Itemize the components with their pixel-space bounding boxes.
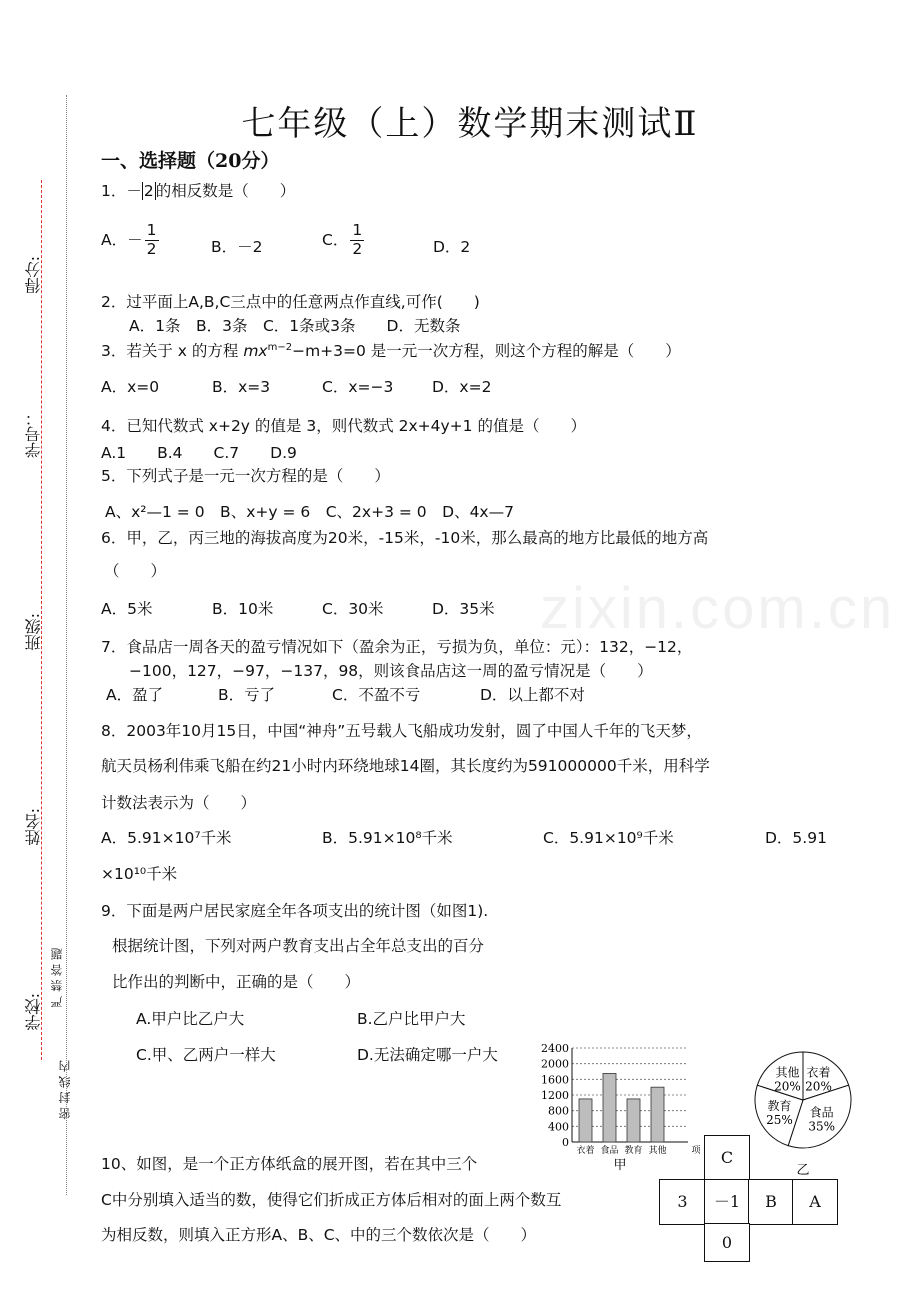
q1-option-d: D．2 bbox=[433, 238, 471, 256]
pie-chart-title: 乙 bbox=[796, 1163, 810, 1178]
q7-option-b: B．亏了 bbox=[218, 686, 276, 704]
q3-option-a: A．x=0 bbox=[101, 378, 160, 396]
q8-option-d-continued: ×10¹⁰千米 bbox=[101, 865, 178, 883]
no-answer-note: 严 禁 答 题 bbox=[50, 948, 64, 1008]
q7-option-a: A．盈了 bbox=[106, 686, 164, 704]
q1-absolute-value: 2 bbox=[143, 182, 154, 200]
q2-options: A．1条 B．3条 C．1条或3条 D．无数条 bbox=[129, 317, 461, 335]
class-label: 班级: bbox=[24, 613, 43, 651]
watermark: zixin.com.cn bbox=[540, 576, 896, 641]
bar bbox=[579, 1099, 592, 1142]
q1-option-a: A．－ $\frac{1}{2}$ bbox=[101, 221, 157, 258]
page-title: 七年级（上）数学期末测试Ⅱ bbox=[241, 104, 699, 144]
name-label: 姓名: bbox=[24, 808, 43, 846]
question-2: 2．过平面上A,B,C三点中的任意两点作直线,可作( ) bbox=[101, 293, 480, 311]
q6-option-d: D．35米 bbox=[432, 600, 495, 618]
question-9-line-1: 9．下面是两户居民家庭全年各项支出的统计图（如图1). bbox=[101, 902, 489, 920]
question-6: 6．甲，乙，丙三地的海拔高度为20米，-15米，-10米，那么最高的地方比最低的地方高 bbox=[101, 529, 709, 547]
q9-option-d: D.无法确定哪一户大 bbox=[357, 1046, 498, 1064]
slice-label: 食品 bbox=[809, 1105, 834, 1120]
q8-option-a: A．5.91×10⁷千米 bbox=[101, 829, 232, 847]
x-axis-unit: 项 bbox=[691, 1146, 701, 1156]
sealed-line-note: 密 封 线 内 bbox=[58, 1060, 72, 1120]
q9-option-c: C.甲、乙两户一样大 bbox=[136, 1046, 276, 1064]
cube-face-3: 3 bbox=[659, 1179, 706, 1225]
slice-percent: 20% bbox=[805, 1079, 832, 1094]
x-tick-label: 教育 bbox=[624, 1146, 643, 1156]
seal-dotted-line bbox=[66, 95, 67, 1195]
question-9-line-2: 根据统计图，下列对两户教育支出占全年总支出的百分 bbox=[112, 937, 485, 955]
pie-chart-yi bbox=[748, 1050, 858, 1180]
question-10-line-3: 为相反数，则填入正方形A、B、C、中的三个数依次是（ ） bbox=[101, 1226, 537, 1244]
q1-number: 1． bbox=[101, 182, 127, 200]
q3-option-c: C．x=−3 bbox=[322, 378, 394, 396]
x-tick-label: 衣着 bbox=[576, 1146, 595, 1156]
q9-option-a: A.甲户比乙户大 bbox=[136, 1010, 245, 1028]
bar-chart-title: 甲 bbox=[613, 1158, 627, 1172]
cube-face-b: B bbox=[748, 1179, 794, 1225]
question-8-line-1: 8．2003年10月15日，中国“神舟”五号载人飞船成功发射，圆了中国人千年的飞天梦， bbox=[101, 722, 702, 740]
q7-option-d: D．以上都不对 bbox=[480, 686, 585, 704]
bar bbox=[603, 1073, 616, 1142]
q3-option-d: D．x=2 bbox=[432, 378, 492, 396]
slice-percent: 35% bbox=[808, 1119, 836, 1134]
slice-label: 教育 bbox=[767, 1098, 792, 1113]
q3-option-b: B．x=3 bbox=[212, 378, 271, 396]
q6-paren: （ ） bbox=[104, 562, 167, 580]
student-no-label: 学号： bbox=[24, 410, 43, 458]
q1-text: 的相反数是（ ） bbox=[155, 182, 296, 200]
question-9-line-3: 比作出的判断中，正确的是（ ） bbox=[112, 973, 361, 991]
q1-option-b: B．－2 bbox=[211, 238, 263, 256]
bar-chart-jia bbox=[530, 1040, 710, 1172]
question-8-line-3: 计数法表示为（ ） bbox=[101, 794, 257, 812]
question-7-line-1: 7．食品店一周各天的盈亏情况如下（盈余为正，亏损为负，单位：元）：132，−12， bbox=[101, 638, 693, 656]
q8-option-b: B．5.91×10⁸千米 bbox=[322, 829, 453, 847]
q7-option-c: C．不盈不亏 bbox=[332, 686, 421, 704]
question-3: 3．若关于 x 的方程 $mx^{m-2}-m+3=0$ 是一元一次方程，则这个方程的解是（ ） bbox=[101, 341, 681, 360]
score-label: 得分: bbox=[24, 256, 43, 294]
x-tick-label: 食品 bbox=[600, 1146, 619, 1156]
q1-options bbox=[101, 221, 471, 259]
question-1 bbox=[101, 179, 295, 201]
bar bbox=[651, 1087, 664, 1142]
q9-option-b: B.乙户比甲户大 bbox=[357, 1010, 466, 1028]
question-10-line-1: 10、如图，是一个正方体纸盒的展开图，若在其中三个 bbox=[101, 1155, 478, 1173]
cube-face-c: C bbox=[704, 1135, 750, 1181]
y-tick-label: 2000 bbox=[541, 1057, 569, 1071]
q1-minus: － bbox=[126, 182, 142, 200]
school-label: 学校: bbox=[24, 993, 43, 1031]
y-tick-label: 800 bbox=[548, 1104, 569, 1118]
q6-option-c: C．30米 bbox=[322, 600, 384, 618]
section-heading: 一、选择题（20分） bbox=[101, 150, 280, 172]
cube-face-a: A bbox=[792, 1179, 838, 1225]
y-tick-label: 1200 bbox=[541, 1089, 569, 1102]
x-tick-label: 其他 bbox=[648, 1146, 667, 1156]
slice-label: 其他 bbox=[775, 1065, 800, 1080]
q5-options: A、x²—1 = 0 B、x+y = 6 C、2x+3 = 0 D、4x—7 bbox=[105, 503, 514, 521]
q4-options: A.1 B.4 C.7 D.9 bbox=[101, 444, 297, 462]
y-tick-label: 400 bbox=[548, 1120, 569, 1134]
question-5: 5．下列式子是一元一次方程的是（ ） bbox=[101, 467, 390, 485]
cube-face-0: 0 bbox=[704, 1223, 750, 1262]
cube-face-neg1: －1 bbox=[704, 1179, 750, 1225]
y-tick-label: 1600 bbox=[541, 1073, 569, 1087]
slice-label: 衣着 bbox=[806, 1065, 831, 1080]
slice-percent: 20% bbox=[774, 1079, 801, 1094]
y-tick-label: 2400 bbox=[541, 1042, 569, 1055]
q8-option-c: C．5.91×10⁹千米 bbox=[543, 829, 674, 847]
bar bbox=[627, 1099, 640, 1142]
question-4: 4．已知代数式 x+2y 的值是 3，则代数式 2x+4y+1 的值是（ ） bbox=[101, 417, 586, 435]
q6-option-a: A．5米 bbox=[101, 600, 153, 618]
slice-percent: 25% bbox=[766, 1112, 793, 1127]
y-tick-label: 0 bbox=[562, 1136, 569, 1149]
q8-option-d: D．5.91 bbox=[765, 829, 827, 847]
question-8-line-2: 航天员杨利伟乘飞船在约21小时内环绕地球14圈，其长度约为591000000千米，用科学 bbox=[101, 757, 710, 775]
question-7-line-2: −100，127，−97，−137，98，则该食品店这一周的盈亏情况是（ ） bbox=[129, 662, 653, 680]
q6-option-b: B．10米 bbox=[212, 600, 274, 618]
q1-option-c: C． $\frac{1}{2}$ bbox=[322, 221, 363, 258]
question-10-line-2: C中分别填入适当的数，使得它们折成正方体后相对的面上两个数互 bbox=[101, 1191, 562, 1209]
